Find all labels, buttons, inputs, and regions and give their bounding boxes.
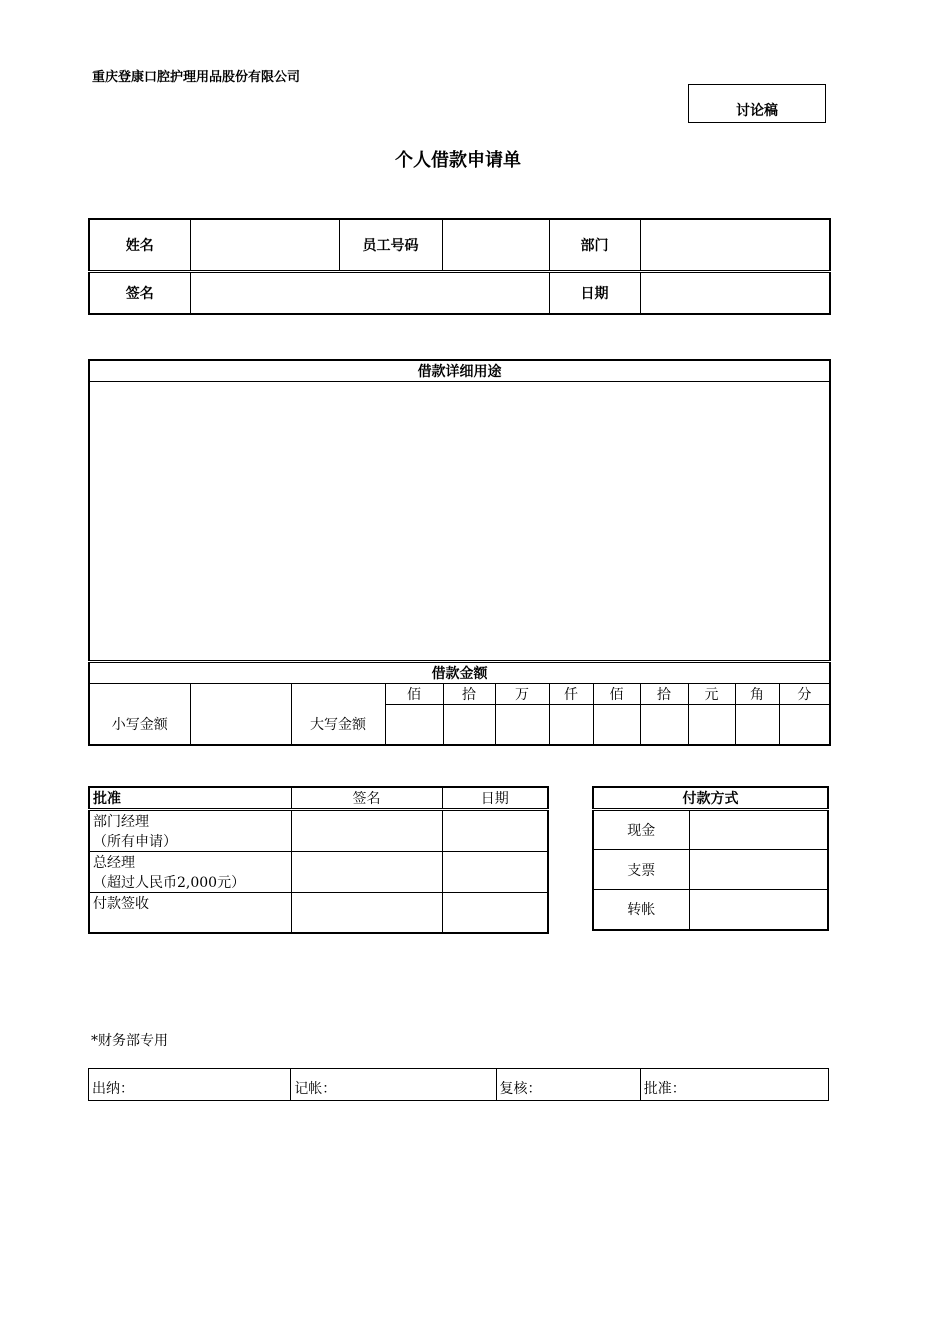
payment-cash-field[interactable] [689, 810, 828, 850]
signature-field[interactable] [190, 271, 549, 314]
lowercase-amount-field[interactable] [190, 684, 291, 745]
payment-transfer-field[interactable] [689, 890, 828, 930]
cashier-field[interactable]: 出纳： [89, 1069, 291, 1101]
approver-condition: （超过人民币2,000元） [93, 875, 246, 891]
dept-field[interactable] [640, 219, 830, 271]
draft-label: 讨论稿 [736, 103, 778, 119]
payment-check-label: 支票 [593, 850, 689, 890]
draft-stamp [688, 84, 826, 123]
approver-payment-receipt [89, 893, 291, 933]
approval-date-field[interactable] [442, 810, 548, 852]
payment-transfer-label: 转帐 [593, 890, 689, 930]
approver-condition: （所有申请） [93, 834, 177, 850]
approver-title: 付款签收 [93, 896, 149, 912]
approve-field[interactable]: 批准： [640, 1069, 828, 1101]
approval-header: 批准 [89, 787, 291, 810]
company-name: 重庆登康口腔护理用品股份有限公司 [92, 70, 301, 85]
payment-method-table [592, 786, 829, 931]
sign-col-header: 签名 [291, 787, 442, 810]
digit-field[interactable] [443, 705, 495, 745]
name-label: 姓名 [89, 219, 190, 271]
payment-cash-label: 现金 [593, 810, 689, 850]
purpose-header: 借款详细用途 [89, 360, 830, 382]
applicant-info-table [88, 218, 831, 315]
payment-check-field[interactable] [689, 850, 828, 890]
unit-label: 拾 [640, 684, 688, 705]
date-col-header: 日期 [442, 787, 548, 810]
unit-label: 元 [688, 684, 735, 705]
uppercase-amount-label: 大写金额 [291, 684, 385, 745]
date-field[interactable] [640, 271, 830, 314]
digit-field[interactable] [385, 705, 443, 745]
payment-header: 付款方式 [593, 787, 828, 810]
finance-note: *财务部专用 [91, 1033, 168, 1049]
form-title: 个人借款申请单 [395, 150, 521, 171]
digit-field[interactable] [593, 705, 640, 745]
employee-no-label: 员工号码 [339, 219, 442, 271]
unit-label: 仟 [549, 684, 593, 705]
unit-label: 拾 [443, 684, 495, 705]
loan-detail-table [88, 359, 831, 746]
lowercase-amount-label: 小写金额 [89, 684, 190, 745]
approver-dept-manager [89, 810, 291, 852]
digit-field[interactable] [735, 705, 779, 745]
unit-label: 分 [779, 684, 830, 705]
digit-field[interactable] [779, 705, 830, 745]
name-field[interactable] [190, 219, 339, 271]
review-field[interactable]: 复核： [496, 1069, 640, 1101]
bookkeeping-field[interactable]: 记帐： [291, 1069, 496, 1101]
digit-field[interactable] [688, 705, 735, 745]
employee-no-field[interactable] [442, 219, 549, 271]
unit-label: 万 [495, 684, 549, 705]
approval-date-field[interactable] [442, 852, 548, 893]
approver-title: 部门经理 [93, 814, 149, 830]
unit-label: 佰 [385, 684, 443, 705]
signature-label: 签名 [89, 271, 190, 314]
unit-label: 佰 [593, 684, 640, 705]
finance-table [88, 1068, 829, 1101]
digit-field[interactable] [549, 705, 593, 745]
digit-field[interactable] [640, 705, 688, 745]
approval-sign-field[interactable] [291, 810, 442, 852]
approver-title: 总经理 [93, 855, 135, 871]
approver-general-manager [89, 852, 291, 893]
approval-sign-field[interactable] [291, 893, 442, 933]
unit-label: 角 [735, 684, 779, 705]
purpose-field[interactable] [89, 382, 830, 662]
amount-header: 借款金额 [89, 662, 830, 684]
approval-table [88, 786, 549, 934]
dept-label: 部门 [549, 219, 640, 271]
digit-field[interactable] [495, 705, 549, 745]
approval-date-field[interactable] [442, 893, 548, 933]
date-label: 日期 [549, 271, 640, 314]
approval-sign-field[interactable] [291, 852, 442, 893]
